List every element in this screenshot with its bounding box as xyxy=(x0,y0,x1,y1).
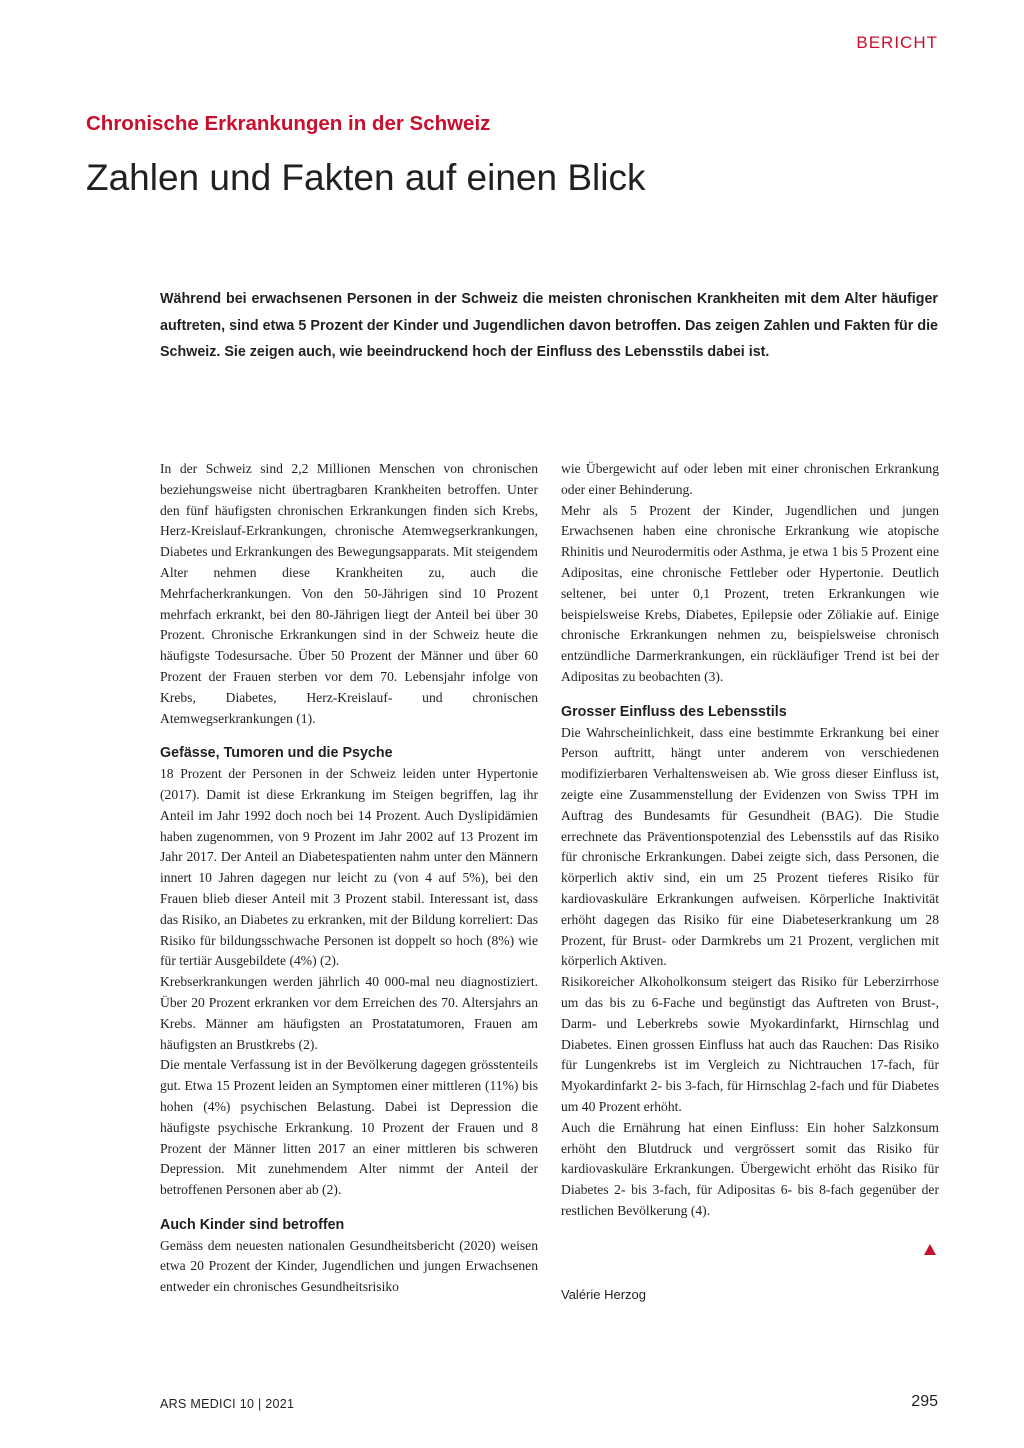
paragraph-psyche: Die mentale Verfassung ist in der Bevölkerung dagegen grösstenteils gut. Etwa 15 Prozent leiden an Symptomen einer mittleren (11%) bis hohen (4%) psychischen Belastung. Dabei ist Depression die häufigste psychische Erkrankung. 10 Prozent der Frauen und 8 Prozent der Männer litten 2017 an einer mittleren bis schweren Depression. Mit zunehmendem Alter nimmt der Anteil der betroffenen Personen aber ab (2). xyxy=(160,1057,538,1198)
end-of-article-triangle-icon xyxy=(924,1244,936,1255)
paragraph-lebensstil: Die Wahrscheinlichkeit, dass eine bestimmte Erkrankung bei einer Person auftritt, hängt unter anderem von verschiedenen modifizierbaren Verhaltensweisen ab. Wie gross dieser Einfluss ist, zeigte eine Zusammenstellung der Evidenzen von Swiss TPH im Auftrag des Bundesamts für Gesundheit (BAG). Die Studie errechnete das Präventionspotenzial des Lebensstils auf das Risiko für chronische Erkrankungen. Dabei zeigte sich, dass Personen, die körperlich aktiv sind, ein um 25 Prozent tieferes Risiko für kardiovaskuläre Erkrankungen aufweisen. Körperliche Inaktivität erhöht dagegen das Risiko für eine Diabeteserkrankung um 28 Prozent, für Brust- oder Darmkrebs um 21 Prozent, verglichen mit körperlich Aktiven. xyxy=(561,724,939,969)
paragraph-krebs: Krebserkrankungen werden jährlich 40 000-mal neu diagnostiziert. Über 20 Prozent erkranken vor dem Erreichen des 70. Altersjahrs an Krebs. Männer am häufigsten an Prostatatumoren, Frauen am häufigsten an Brustkrebs (2). xyxy=(160,974,538,1052)
article-kicker: Chronische Erkrankungen in der Schweiz xyxy=(86,112,491,135)
page-number: 295 xyxy=(911,1393,938,1410)
paragraph-kinder: Gemäss dem neuesten nationalen Gesundheitsbericht (2020) weisen etwa 20 Prozent der Kinder, Jugendlichen und jungen Erwachsenen entweder ein chronisches Gesundheitsrisiko xyxy=(160,1237,538,1295)
intro-paragraph: In der Schweiz sind 2,2 Millionen Menschen von chronischen beziehungsweise nicht übertragbaren Krankheiten betroffen. Unter den fünf häufigsten chronischen Erkrankungen finden sich Krebs, Herz-Kreislauf-Erkrankungen, chronische Atemwegserkrankungen, Diabetes und Erkrankungen des Bewegungsapparats. Mit steigendem Alter nehmen diese Krankheiten zu, auch die Mehrfacherkrankungen. Von den 50-Jährigen sind 10 Prozent mehrfach erkrankt, bei den 80-Jährigen liegt der Anteil bei über 30 Prozent. Chronische Erkrankungen sind in der Schweiz heute die häufigste Todesursache. Über 50 Prozent der Männer und über 60 Prozent der Frauen sterben vor dem 70. Lebensjahr infolge von Krebs, Diabetes, Herz-Kreislauf- und chronischen Atemwegserkrankungen (1). xyxy=(160,461,538,726)
author-name: Valérie Herzog xyxy=(561,1287,647,1302)
article-lead: Während bei erwachsenen Personen in der Schweiz die meisten chronischen Krankheiten mit dem Alter häufiger auftreten, sind etwa 5 Prozent der Kinder und Jugendlichen davon betroffen. Das zeigen Zahlen und Fakten für die Schweiz. Sie zeigen auch, wie beeindruckend hoch der Einfluss des Lebensstils dabei ist. xyxy=(160,291,938,360)
right-column xyxy=(561,459,939,1222)
paragraph-ernaehrung: Auch die Ernährung hat einen Einfluss: Ein hoher Salzkonsum erhöht den Blutdruck und vergrössert somit das Risiko für kardiovaskuläre Erkrankungen. Übergewicht erhöht das Risiko für Diabetes 2- bis 3-fach, für Adipositas 6- bis 8-fach gegenüber der restlichen Bevölkerung (4). xyxy=(561,1119,939,1218)
section-label: BERICHT xyxy=(856,33,938,52)
paragraph-kinder-erkrankungen: Mehr als 5 Prozent der Kinder, Jugendlichen und jungen Erwachsenen haben eine chronische Erkrankung wie atopische Rhinitis und Neurodermitis oder Asthma, je etwa 1 bis 5 Prozent eine Adipositas, eine chronische Fettleber oder Hypertonie. Deutlich seltener, bei unter 0,1 Prozent, treten Erkrankungen wie beispielsweise Krebs, Diabetes, Epilepsie oder Zöliakie auf. Einige chronische Erkrankungen nehmen zu, beispielsweise chronisch entzündliche Darmerkrankungen, ein rückläufiger Trend ist bei der Adipositas zu beobachten (3). xyxy=(561,502,939,684)
subheading-kinder: Auch Kinder sind betroffen xyxy=(160,1216,345,1233)
paragraph-alkohol-rauchen: Risikoreicher Alkoholkonsum steigert das Risiko für Leberzirrhose um das bis zu 6-Fache und begünstigt das Auftreten von Brust-, Darm- und Leberkrebs sowie Myokardinfarkt, Hirnschlag und Diabetes. Einen grossen Einfluss hat auch das Rauchen: Das Risiko für Lungenkrebs ist im Vergleich zu Nichtrauchen 17-fach, für Myokardinfarkt 2- bis 3-fach, für Hirnschlag 2-fach und für Diabetes um 40 Prozent erhöht. xyxy=(561,974,939,1114)
paragraph-hypertonie: 18 Prozent der Personen in der Schweiz leiden unter Hypertonie (2017). Damit ist diese Erkrankung im Steigen begriffen, lag ihr Anteil im Jahr 1992 doch noch bei 14 Prozent. Auch Dyslipidämien haben zugenommen, von 9 Prozent im Jahr 2002 auf 13 Prozent im Jahr 2017. Der Anteil an Diabetespatienten nahm unter den Männern innert 10 Jahren dagegen nur leicht zu (von 4 auf 5%), bei den Frauen blieb dieser Anteil mit 3 Prozent stabil. Interessant ist, dass das Risiko, an Diabetes zu erkranken, mit der Bildung korreliert: Das Risiko für bildungsschwache Personen ist doppelt so hoch (8%) wie für tertiär Ausgebildete (4%) (2). xyxy=(160,766,538,969)
left-column xyxy=(160,459,538,1298)
subheading-gefaesse: Gefässe, Tumoren und die Psyche xyxy=(160,745,393,762)
paragraph-continued: wie Übergewicht auf oder leben mit einer chronischen Erkrankung oder einer Behinderung. xyxy=(561,461,939,497)
article-title: Zahlen und Fakten auf einen Blick xyxy=(86,157,646,198)
subheading-lebensstil: Grosser Einfluss des Lebensstils xyxy=(561,703,787,720)
journal-issue: ARS MEDICI 10 | 2021 xyxy=(160,1397,295,1411)
